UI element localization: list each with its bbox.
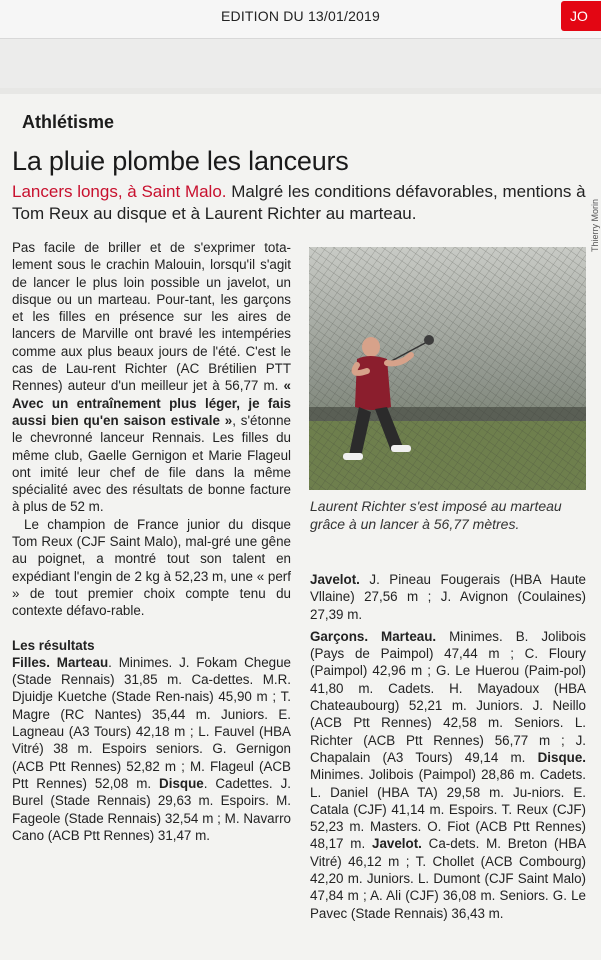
article-headline: La pluie plombe les lanceurs <box>12 146 349 176</box>
section-divider <box>0 88 601 94</box>
article-standfirst <box>12 181 592 225</box>
jo-tab[interactable]: JO <box>561 1 601 31</box>
results-title: Les résultats <box>12 637 95 653</box>
filles-disque-label: Disque <box>159 775 204 791</box>
garcons-marteau-label: Garçons. Marteau. <box>310 628 437 644</box>
filles-javelot-text: J. Pineau Fougerais (HBA Haute Vllaine) 27,56 m ; J. Avignon (Coulaines) 27,39 m. <box>310 572 586 622</box>
top-toolbar <box>0 0 601 39</box>
article-body-left <box>12 239 291 844</box>
garcons-disque-label: Disque. <box>537 749 586 765</box>
standfirst-kicker: Lancers longs, à Saint Malo. <box>12 182 227 201</box>
athlete-photo <box>309 247 586 490</box>
body-paragraph-1 <box>12 239 291 516</box>
filles-marteau-text: . Minimes. J. Fokam Chegue (Stade Rennais) 31,85 m. Ca-dettes. M.R. Djuidje Kuetche (Stade Ren-nais) 45,90 m ; T. Magre (RC Nantes) 35,44 m. Juniors. E. Lagneau (A3 Tours) 42,18 m ; L. Fauvel (HBA Vitré) 38 m. Espoirs seniors. G. Gernigon (ACB Ptt Rennes) 52,82 m ; M. Flageul (ACB Ptt Rennes) 52,08 m. <box>12 654 291 791</box>
garcons-javelot-label: Javelot. <box>372 836 422 852</box>
filles-marteau-label: Filles. Marteau <box>12 654 109 670</box>
filles-disque-text: . Cadettes. J. Burel (Stade Rennais) 29,63 m. Espoirs. M. Fageole (Stade Rennais) 32,54 m ; M. Navarro Cano (ACB Ptt Rennes) 31,47 m. <box>12 775 291 843</box>
garcons-marteau-text: Minimes. B. Jolibois (Pays de Paimpol) 47,44 m ; C. Floury (Paimpol) 42,96 m ; G. Le Huerou (Paim-pol) 41,80 m. Cadets. H. Mayadoux (HBA Chateaubourg) 52,21 m. Juniors. J. Neillo (ACB Ptt Rennes) 42,58 m. Seniors. L. Richter (ACB Ptt Rennes) 56,77 m ; J. Chapalain (A3 Tours) 49,14 m. <box>310 628 586 765</box>
results-right-column <box>310 571 586 927</box>
hammer-throw-image <box>309 247 586 490</box>
photo-credit: Thierry Morin <box>590 198 600 252</box>
photo-caption: Laurent Richter s'est imposé au marteau grâce à un lancer à 56,77 mètres. <box>310 498 562 532</box>
p1-quote: « Avec un entraînement plus léger, je fais aussi bien qu'en saison estivale » <box>12 378 291 428</box>
results-garcons <box>310 628 586 922</box>
results-filles <box>12 654 291 844</box>
garcons-disque-text: Minimes. Jolibois (Paimpol) 28,86 m. Cadets. L. Daniel (HBA TA) 29,58 m. Ju-niors. E. Catala (CJF) 41,14 m. Espoirs. T. Reux (CJF) 52,23 m. Masters. O. Fiot (ACB Ptt Rennes) 48,17 m. <box>310 767 586 852</box>
edition-date: EDITION DU 13/01/2019 <box>220 8 381 24</box>
filles-javelot-label: Javelot. <box>310 572 360 587</box>
results-filles-javelot <box>310 571 586 623</box>
garcons-javelot-text: Ca-dets. M. Breton (HBA Vitré) 46,12 m ; T. Chollet (ACB Combourg) 42,20 m. Juniors. L. Dumont (CJF Saint Malo) 47,84 m ; A. Ali (CJF) 36,08 m. Seniors. G. Le Pavec (Stade Rennais) 36,43 m. <box>310 836 587 921</box>
article-rubric: Athlétisme <box>22 112 115 132</box>
standfirst-text: Malgré les conditions défavorables, mentions à Tom Reux au disque et à Laurent Richter au marteau. <box>12 182 586 223</box>
body-paragraph-2: Le champion de France junior du disque Tom Reux (CJF Saint Malo), mal-gré une gêne au poignet, a montré tout son talent en expédiant l'engin de 2 kg à 52,23 m, une « perf » de tout premier choix compte tenu du contexte défavo-rable. <box>12 516 291 619</box>
p1-text-b: , s'étonne le chevronné lanceur Rennais. Les filles du même club, Gaelle Gernigon et Marie Flageul ont imité leur chef de file dans la même spécialité avec des résultats de bonne facture à plus de 52 m. <box>12 412 292 515</box>
p1-text-a: Pas facile de briller et de s'exprimer tota-lement sous le crachin Malouin, lorsqu'il s'agit de lancer le plus loin possible un javelot, un disque ou un marteau. Pour-tant, les garçons et les filles en présence sur les aires de lancers de Marville ont bravé les intempéries comme aux plus beaux jours de l'été. C'est le cas de Lau-rent Richter (AC Brétilien PTT Rennes) auteur d'un meilleur jet à 56,77 m. <box>12 240 291 394</box>
